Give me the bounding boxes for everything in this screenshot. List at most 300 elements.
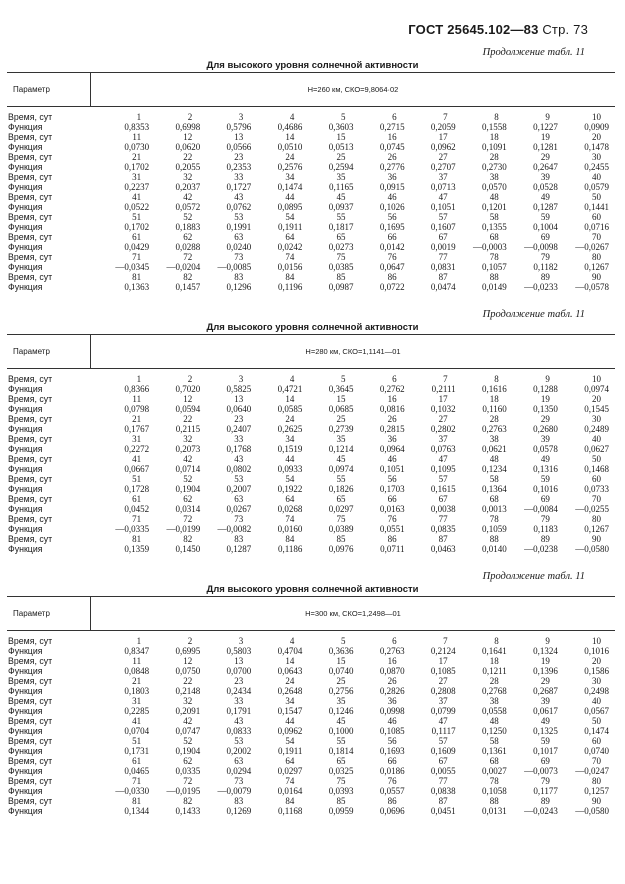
table-header: [7, 596, 615, 631]
function-cell: 0,2687: [533, 686, 558, 696]
function-cell: —0,0082: [217, 524, 252, 534]
time-cell: 23: [234, 414, 244, 424]
function-cell: 0,1826: [328, 484, 354, 494]
function-cell: 0,2680: [533, 424, 558, 434]
table-row: [7, 122, 615, 132]
time-cell: 89: [540, 272, 550, 282]
function-cell: 0,0798: [124, 404, 150, 414]
function-cell: 0,2285: [124, 706, 150, 716]
row-cells: [98, 282, 615, 292]
table-row: [7, 424, 615, 434]
row-label: Функция: [8, 524, 43, 534]
row-label: Время, сут: [8, 514, 53, 524]
function-cell: 0,0909: [584, 122, 609, 132]
function-cell: 0,1091: [482, 142, 507, 152]
time-cell: 73: [234, 514, 244, 524]
time-cell: 16: [387, 394, 397, 404]
time-cell: 86: [387, 534, 397, 544]
function-cell: 0,6998: [175, 122, 201, 132]
row-label: Время, сут: [8, 374, 53, 384]
function-cell: 0,0711: [380, 544, 405, 554]
function-cell: 0,8353: [124, 122, 150, 132]
row-label: Время, сут: [8, 474, 53, 484]
function-cell: 0,1702: [124, 222, 150, 232]
function-cell: 0,1693: [379, 746, 405, 756]
time-cell: 53: [234, 212, 244, 222]
time-cell: 76: [387, 252, 397, 262]
page-number: Стр. 73: [542, 22, 588, 37]
time-cell: 29: [540, 414, 550, 424]
function-cell: 0,0620: [175, 142, 201, 152]
time-cell: 85: [336, 272, 346, 282]
time-cell: 21: [132, 414, 142, 424]
table-header: [7, 334, 615, 369]
table-row: [7, 514, 615, 524]
function-cell: 0,0572: [175, 202, 201, 212]
function-cell: 0,0160: [277, 524, 303, 534]
time-cell: 85: [336, 534, 346, 544]
time-cell: 10: [591, 112, 601, 122]
function-cell: 0,0566: [226, 142, 252, 152]
row-cells: [98, 524, 615, 534]
time-cell: 52: [183, 212, 193, 222]
standard-code: ГОСТ 25645.102—83: [408, 22, 539, 37]
row-label: Время, сут: [8, 636, 53, 646]
row-cells: [98, 232, 615, 242]
table-row: [7, 746, 615, 756]
table-row: [7, 182, 615, 192]
time-cell: 81: [132, 796, 142, 806]
function-cell: 0,0714: [175, 464, 201, 474]
function-cell: 0,7020: [175, 384, 201, 394]
time-cell: 31: [132, 434, 142, 444]
time-cell: 69: [540, 232, 550, 242]
table-row: [7, 172, 615, 182]
function-cell: 0,1363: [124, 282, 150, 292]
function-cell: 0,1288: [533, 384, 558, 394]
time-cell: 57: [438, 736, 448, 746]
time-cell: 6: [392, 636, 397, 646]
time-cell: 48: [489, 716, 499, 726]
function-cell: 0,1257: [584, 786, 609, 796]
row-cells: [98, 796, 615, 806]
time-cell: 5: [340, 112, 346, 122]
time-cell: 44: [285, 716, 295, 726]
table-row: [7, 736, 615, 746]
row-cells: [98, 504, 615, 514]
time-cell: 17: [438, 394, 448, 404]
function-cell: 0,2489: [584, 424, 609, 434]
time-cell: 19: [540, 394, 550, 404]
function-cell: 0,0740: [584, 746, 609, 756]
table-block-2: [0, 308, 625, 554]
time-cell: 53: [234, 474, 244, 484]
function-cell: 0,1883: [175, 222, 201, 232]
function-cell: 0,0700: [226, 666, 252, 676]
time-cell: 17: [438, 132, 448, 142]
table-row: [7, 384, 615, 394]
row-label: Время, сут: [8, 454, 53, 464]
function-cell: 0,4686: [277, 122, 303, 132]
time-cell: 80: [591, 514, 601, 524]
function-cell: 0,8366: [124, 384, 150, 394]
time-cell: 68: [489, 232, 499, 242]
row-cells: [98, 142, 615, 152]
time-cell: 51: [132, 474, 142, 484]
function-cell: —0,0580: [575, 544, 609, 554]
function-cell: 0,0558: [482, 706, 507, 716]
time-cell: 58: [489, 212, 499, 222]
time-cell: 84: [285, 272, 295, 282]
table-header: [7, 72, 615, 107]
function-cell: —0,0330: [115, 786, 150, 796]
time-cell: 46: [387, 454, 397, 464]
time-cell: 2: [187, 636, 193, 646]
function-cell: —0,0079: [217, 786, 252, 796]
function-cell: 0,1547: [277, 706, 303, 716]
time-cell: 18: [489, 656, 499, 666]
time-cell: 28: [489, 676, 499, 686]
time-cell: 67: [438, 232, 448, 242]
time-cell: 71: [132, 776, 142, 786]
time-cell: 36: [387, 172, 397, 182]
function-cell: 0,2124: [430, 646, 456, 656]
row-label: Время, сут: [8, 756, 53, 766]
table-row: [7, 272, 615, 282]
function-cell: 0,2826: [379, 686, 405, 696]
time-cell: 83: [234, 796, 244, 806]
time-cell: 14: [285, 656, 295, 666]
time-cell: 9: [545, 112, 550, 122]
row-label: Время, сут: [8, 394, 53, 404]
time-cell: 8: [494, 112, 499, 122]
time-cell: 32: [183, 434, 193, 444]
function-cell: 0,2739: [328, 424, 354, 434]
function-cell: 0,2115: [175, 424, 201, 434]
function-cell: 0,2594: [328, 162, 354, 172]
time-cell: 37: [438, 172, 448, 182]
time-cell: 36: [387, 434, 397, 444]
function-cell: 0,1695: [379, 222, 405, 232]
time-cell: 64: [285, 756, 295, 766]
table-row: [7, 222, 615, 232]
function-cell: 0,1433: [175, 806, 201, 816]
time-cell: 50: [591, 716, 601, 726]
time-cell: 90: [591, 534, 601, 544]
time-cell: 69: [540, 756, 550, 766]
time-cell: 49: [540, 716, 550, 726]
time-cell: 79: [540, 776, 550, 786]
time-cell: 14: [285, 394, 295, 404]
function-cell: 0,0570: [482, 182, 507, 192]
function-cell: 0,0685: [328, 404, 354, 414]
row-cells: [98, 776, 615, 786]
time-cell: 67: [438, 494, 448, 504]
time-cell: 72: [183, 514, 193, 524]
row-cells: [98, 272, 615, 282]
row-label: Время, сут: [8, 534, 53, 544]
time-cell: 41: [132, 716, 142, 726]
function-cell: 0,4721: [277, 384, 303, 394]
function-cell: 0,1085: [430, 666, 456, 676]
table-row: [7, 706, 615, 716]
condition-header: H=280 км, СКО=1,1141—01: [305, 347, 401, 356]
function-cell: 0,1196: [277, 282, 303, 292]
row-label: Функция: [8, 282, 43, 292]
time-cell: 75: [336, 776, 346, 786]
function-cell: 0,2055: [175, 162, 201, 172]
time-cell: 55: [336, 736, 346, 746]
table-row: [7, 242, 615, 252]
function-cell: 0,0987: [328, 282, 354, 292]
time-cell: 72: [183, 252, 193, 262]
time-cell: 77: [438, 776, 448, 786]
function-cell: 0,0429: [124, 242, 150, 252]
table-row: [7, 142, 615, 152]
function-cell: 0,1814: [328, 746, 354, 756]
row-cells: [98, 494, 615, 504]
function-cell: 0,0013: [482, 504, 507, 514]
function-cell: 0,0621: [482, 444, 507, 454]
function-cell: 0,0579: [584, 182, 609, 192]
function-cell: 0,0528: [533, 182, 558, 192]
function-cell: 0,1703: [379, 484, 405, 494]
function-cell: 0,0385: [328, 262, 354, 272]
function-cell: 0,1519: [277, 444, 303, 454]
time-cell: 56: [387, 212, 397, 222]
function-cell: 0,0937: [328, 202, 354, 212]
function-cell: 0,0627: [584, 444, 609, 454]
condition-header: H=260 км, СКО=9,8064·02: [307, 85, 399, 94]
function-cell: 0,0617: [533, 706, 558, 716]
time-cell: 73: [234, 252, 244, 262]
table-title: Для высокого уровня солнечной активности: [206, 584, 419, 595]
time-cell: 4: [289, 374, 295, 384]
function-cell: 0,0730: [124, 142, 150, 152]
time-cell: 74: [285, 252, 295, 262]
time-cell: 79: [540, 514, 550, 524]
function-cell: 0,1160: [482, 404, 507, 414]
function-cell: 0,1214: [328, 444, 354, 454]
time-cell: 43: [234, 716, 244, 726]
row-cells: [98, 454, 615, 464]
table-row: [7, 756, 615, 766]
function-cell: 0,0551: [379, 524, 405, 534]
function-cell: 0,1911: [277, 222, 303, 232]
row-cells: [98, 666, 615, 676]
table-row: [7, 806, 615, 816]
function-cell: 0,2237: [124, 182, 150, 192]
time-cell: 75: [336, 514, 346, 524]
time-cell: 19: [540, 132, 550, 142]
function-cell: 0,0513: [328, 142, 354, 152]
function-cell: 0,0962: [277, 726, 303, 736]
function-cell: 0,2815: [379, 424, 405, 434]
time-cell: 47: [438, 454, 448, 464]
table-row: [7, 534, 615, 544]
time-cell: 84: [285, 534, 295, 544]
continuation-note: Продолжение табл. 11: [482, 47, 585, 58]
time-cell: 43: [234, 192, 244, 202]
time-cell: 10: [591, 636, 601, 646]
function-cell: 0,0704: [124, 726, 150, 736]
time-cell: 56: [387, 736, 397, 746]
function-cell: 0,1227: [533, 122, 558, 132]
time-cell: 21: [132, 152, 142, 162]
table-row: [7, 646, 615, 656]
function-cell: 0,0267: [226, 504, 252, 514]
time-cell: 45: [336, 716, 346, 726]
table-row: [7, 132, 615, 142]
time-cell: 70: [591, 756, 601, 766]
time-cell: 60: [591, 474, 601, 484]
time-cell: 87: [438, 796, 448, 806]
function-cell: 0,1728: [124, 484, 150, 494]
row-label: Время, сут: [8, 272, 53, 282]
function-cell: 0,2648: [277, 686, 303, 696]
time-cell: 66: [387, 494, 397, 504]
continuation-note: Продолжение табл. 11: [482, 309, 585, 320]
function-cell: 0,0933: [277, 464, 303, 474]
row-label: Время, сут: [8, 232, 53, 242]
function-cell: 0,1545: [584, 404, 609, 414]
time-cell: 11: [132, 394, 142, 404]
function-cell: 0,0055: [430, 766, 456, 776]
time-cell: 32: [183, 696, 193, 706]
function-cell: —0,0204: [166, 262, 201, 272]
time-cell: 42: [183, 716, 193, 726]
time-cell: 89: [540, 796, 550, 806]
time-cell: 68: [489, 756, 499, 766]
time-cell: 25: [336, 676, 346, 686]
function-cell: 0,0268: [277, 504, 303, 514]
time-cell: 33: [234, 434, 244, 444]
function-cell: 0,1051: [379, 464, 405, 474]
table-row: [7, 414, 615, 424]
time-cell: 45: [336, 192, 346, 202]
time-cell: 76: [387, 776, 397, 786]
time-cell: 39: [540, 696, 550, 706]
function-cell: 0,0696: [379, 806, 405, 816]
function-cell: 0,1922: [277, 484, 303, 494]
function-cell: 0,6995: [175, 646, 201, 656]
function-cell: —0,0238: [524, 544, 558, 554]
row-label: Функция: [8, 384, 43, 394]
row-label: Время, сут: [8, 494, 53, 504]
row-cells: [98, 676, 615, 686]
function-cell: 0,1731: [124, 746, 150, 756]
function-cell: —0,0247: [575, 766, 609, 776]
row-label: Функция: [8, 262, 43, 272]
function-cell: 0,5796: [226, 122, 252, 132]
function-cell: 0,2625: [277, 424, 303, 434]
function-cell: —0,0267: [575, 242, 609, 252]
function-cell: 0,2059: [430, 122, 456, 132]
time-cell: 80: [591, 252, 601, 262]
function-cell: 0,0643: [277, 666, 303, 676]
time-cell: 17: [438, 656, 448, 666]
param-column-header: Параметр: [7, 335, 91, 368]
function-cell: 0,1474: [277, 182, 303, 192]
time-cell: 41: [132, 454, 142, 464]
function-cell: 0,1791: [226, 706, 252, 716]
function-cell: 0,1364: [482, 484, 507, 494]
table-row: [7, 434, 615, 444]
function-cell: 0,0733: [584, 484, 609, 494]
function-cell: 0,2762: [379, 384, 405, 394]
time-cell: 12: [183, 394, 193, 404]
row-cells: [98, 404, 615, 414]
time-cell: 30: [591, 676, 601, 686]
time-cell: 26: [387, 414, 397, 424]
row-label: Функция: [8, 484, 43, 494]
table-row: [7, 666, 615, 676]
time-cell: 12: [183, 656, 193, 666]
time-cell: 35: [336, 434, 346, 444]
function-cell: —0,0199: [166, 524, 201, 534]
time-cell: 39: [540, 434, 550, 444]
time-cell: 34: [285, 172, 295, 182]
time-cell: 70: [591, 232, 601, 242]
time-cell: 38: [489, 434, 499, 444]
function-cell: 0,0163: [379, 504, 405, 514]
time-cell: 58: [489, 736, 499, 746]
time-cell: 54: [285, 736, 295, 746]
function-cell: 0,1355: [482, 222, 507, 232]
function-cell: 0,1324: [533, 646, 558, 656]
function-cell: 0,0816: [379, 404, 405, 414]
function-cell: 0,1727: [226, 182, 252, 192]
function-cell: 0,1361: [482, 746, 507, 756]
row-cells: [98, 152, 615, 162]
time-cell: 9: [545, 636, 550, 646]
function-cell: 0,0763: [430, 444, 456, 454]
row-label: Время, сут: [8, 656, 53, 666]
table-block-3: [0, 570, 625, 816]
function-cell: 0,2715: [379, 122, 405, 132]
time-cell: 31: [132, 696, 142, 706]
function-cell: 0,1016: [584, 646, 609, 656]
function-cell: 0,1609: [430, 746, 456, 756]
function-cell: —0,0073: [524, 766, 558, 776]
time-cell: 72: [183, 776, 193, 786]
row-cells: [98, 726, 615, 736]
table-row: [7, 374, 615, 384]
function-cell: 0,0335: [175, 766, 201, 776]
time-cell: 45: [336, 454, 346, 464]
function-cell: 0,0974: [328, 464, 354, 474]
function-cell: 0,1058: [482, 786, 507, 796]
time-cell: 34: [285, 434, 295, 444]
function-cell: 0,1165: [329, 182, 354, 192]
function-cell: 0,0186: [379, 766, 405, 776]
row-label: Функция: [8, 424, 43, 434]
row-label: Функция: [8, 444, 43, 454]
function-cell: 0,0802: [226, 464, 252, 474]
function-cell: 0,2808: [430, 686, 456, 696]
function-cell: 0,1904: [175, 484, 201, 494]
row-label: Время, сут: [8, 776, 53, 786]
time-cell: 78: [489, 776, 499, 786]
time-cell: 63: [234, 756, 244, 766]
function-cell: 0,3645: [328, 384, 354, 394]
time-cell: 71: [132, 252, 142, 262]
table-row: [7, 656, 615, 666]
function-cell: 0,8347: [124, 646, 150, 656]
time-cell: 16: [387, 132, 397, 142]
table-body: [7, 374, 615, 554]
time-cell: 35: [336, 172, 346, 182]
